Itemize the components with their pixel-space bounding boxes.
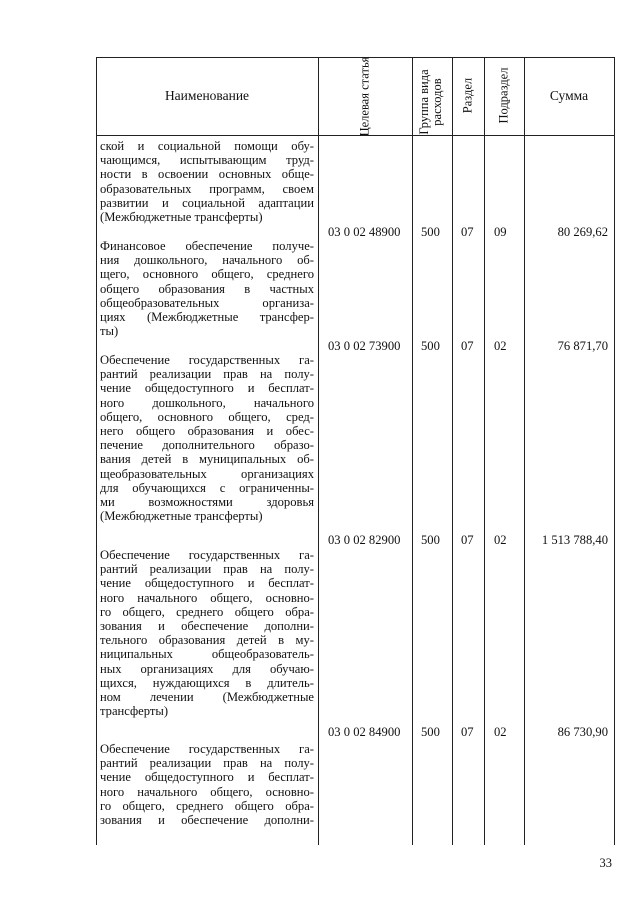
row-4-line-5: зования и обеспечение дополни- — [100, 812, 314, 827]
row-1-line-0: Финансовое обеспечение получе- — [100, 239, 314, 253]
row-0-group: 500 — [421, 225, 440, 239]
row-2-line-2: чение общедоступного и бесплат- — [100, 381, 314, 396]
row-2-line-10: ми возможностями здоровья — [100, 494, 314, 509]
column-divider-code — [412, 57, 413, 845]
row-3-section: 07 — [461, 725, 474, 739]
row-0-description — [100, 139, 314, 224]
row-1-line-2: щего, основного общего, среднего — [100, 267, 314, 282]
page-number: 33 — [599, 856, 612, 870]
row-0-sum: 80 269,62 — [557, 225, 608, 239]
row-3-line-9: щихся, нуждающихся в длитель- — [100, 675, 314, 690]
row-0-subsection: 09 — [494, 225, 507, 239]
row-2-group: 500 — [421, 533, 440, 547]
row-1-group: 500 — [421, 339, 440, 353]
column-divider-name — [318, 57, 319, 845]
row-1-line-4: общеобразовательных организа- — [100, 295, 314, 310]
row-2-line-0: Обеспечение государственных га- — [100, 353, 314, 367]
row-3-line-4: го общего, среднего общего обра- — [100, 604, 314, 619]
row-2-line-4: общего, основного общего, сред- — [100, 409, 314, 424]
row-3-code: 03 0 02 84900 — [328, 725, 401, 739]
header-sum: Сумма — [549, 88, 589, 103]
row-4-line-3: ного начального общего, основно- — [100, 784, 314, 799]
row-3-line-8: ных организациях для обучаю- — [100, 661, 314, 676]
row-2-description — [100, 353, 314, 523]
row-4-line-1: рантий реализации прав на полу- — [100, 756, 314, 771]
row-2-subsection: 02 — [494, 533, 507, 547]
row-1-line-3: общего образования в частных — [100, 281, 314, 296]
row-4-line-4: го общего, среднего общего обра- — [100, 798, 314, 813]
column-divider-group — [452, 57, 453, 845]
row-3-line-5: зования и обеспечение дополни- — [100, 618, 314, 633]
row-3-description — [100, 548, 314, 718]
row-2-line-9: для обучающихся с ограниченны- — [100, 480, 314, 495]
header-expense-group-text: Группа вида расходов — [417, 69, 444, 135]
column-divider-section — [484, 57, 485, 845]
header-section — [462, 66, 475, 126]
header-subsection — [498, 61, 511, 131]
row-1-line-5: циях (Межбюджетные трансфер- — [100, 309, 314, 324]
row-3-line-2: чение общедоступного и бесплат- — [100, 576, 314, 591]
row-0-line-5: (Межбюджетные трансферты) — [100, 209, 263, 224]
row-1-line-1: ния дошкольного, начального об- — [100, 253, 314, 268]
row-2-section: 07 — [461, 533, 474, 547]
row-3-sum: 86 730,90 — [557, 725, 608, 739]
header-subsection-text: Подраздел — [496, 67, 511, 124]
row-0-line-1: чающимся, испытывающим труд- — [100, 153, 314, 168]
row-3-subsection: 02 — [494, 725, 507, 739]
row-3-group: 500 — [421, 725, 440, 739]
row-1-code: 03 0 02 73900 — [328, 339, 401, 353]
row-1-line-6: ты) — [100, 324, 119, 339]
row-4-description — [100, 742, 314, 827]
row-0-code: 03 0 02 48900 — [328, 225, 401, 239]
row-3-line-1: рантий реализации прав на полу- — [100, 562, 314, 577]
row-2-line-1: рантий реализации прав на полу- — [100, 367, 314, 382]
header-target-article — [359, 57, 372, 137]
row-2-line-5: него общего образования и обес- — [100, 423, 314, 438]
row-2-line-3: ного дошкольного, начального — [100, 395, 314, 410]
row-2-code: 03 0 02 82900 — [328, 533, 401, 547]
row-1-subsection: 02 — [494, 339, 507, 353]
row-2-sum: 1 513 788,40 — [541, 533, 608, 547]
row-0-line-4: развитии и социальной адаптации — [100, 195, 314, 210]
row-4-line-2: чение общедоступного и бесплат- — [100, 770, 314, 785]
table-left-border — [96, 57, 97, 845]
row-2-line-8: щеобразовательных организациях — [100, 466, 314, 481]
row-2-line-7: вания детей в муниципальных об- — [100, 452, 314, 467]
row-3-line-7: ниципальных общеобразователь- — [100, 647, 314, 662]
header-expense-group — [418, 62, 446, 142]
row-0-line-3: образовательных программ, своем — [100, 181, 314, 196]
table-right-border — [614, 57, 615, 845]
row-1-description — [100, 239, 314, 338]
row-1-section: 07 — [461, 339, 474, 353]
row-2-line-6: печение дополнительного образо- — [100, 438, 314, 453]
header-target-article-text: Целевая статья — [357, 56, 372, 137]
row-3-line-10: ном лечении (Межбюджетные — [100, 689, 314, 704]
row-0-line-2: ности в освоении основных обще- — [100, 167, 314, 182]
column-divider-subsection — [524, 57, 525, 845]
row-3-line-0: Обеспечение государственных га- — [100, 548, 314, 562]
row-3-line-11: трансферты) — [100, 704, 169, 719]
row-3-line-3: ного начального общего, основно- — [100, 590, 314, 605]
row-3-line-6: тельного образования детей в му- — [100, 633, 314, 648]
row-0-section: 07 — [461, 225, 474, 239]
row-0-line-0: ской и социальной помощи обу- — [100, 139, 314, 153]
row-2-line-11: (Межбюджетные трансферты) — [100, 509, 263, 524]
row-1-sum: 76 871,70 — [557, 339, 608, 353]
header-bottom-border — [96, 135, 614, 136]
header-section-text: Раздел — [460, 77, 475, 114]
header-name: Наименование — [164, 88, 250, 103]
row-4-line-0: Обеспечение государственных га- — [100, 742, 314, 756]
